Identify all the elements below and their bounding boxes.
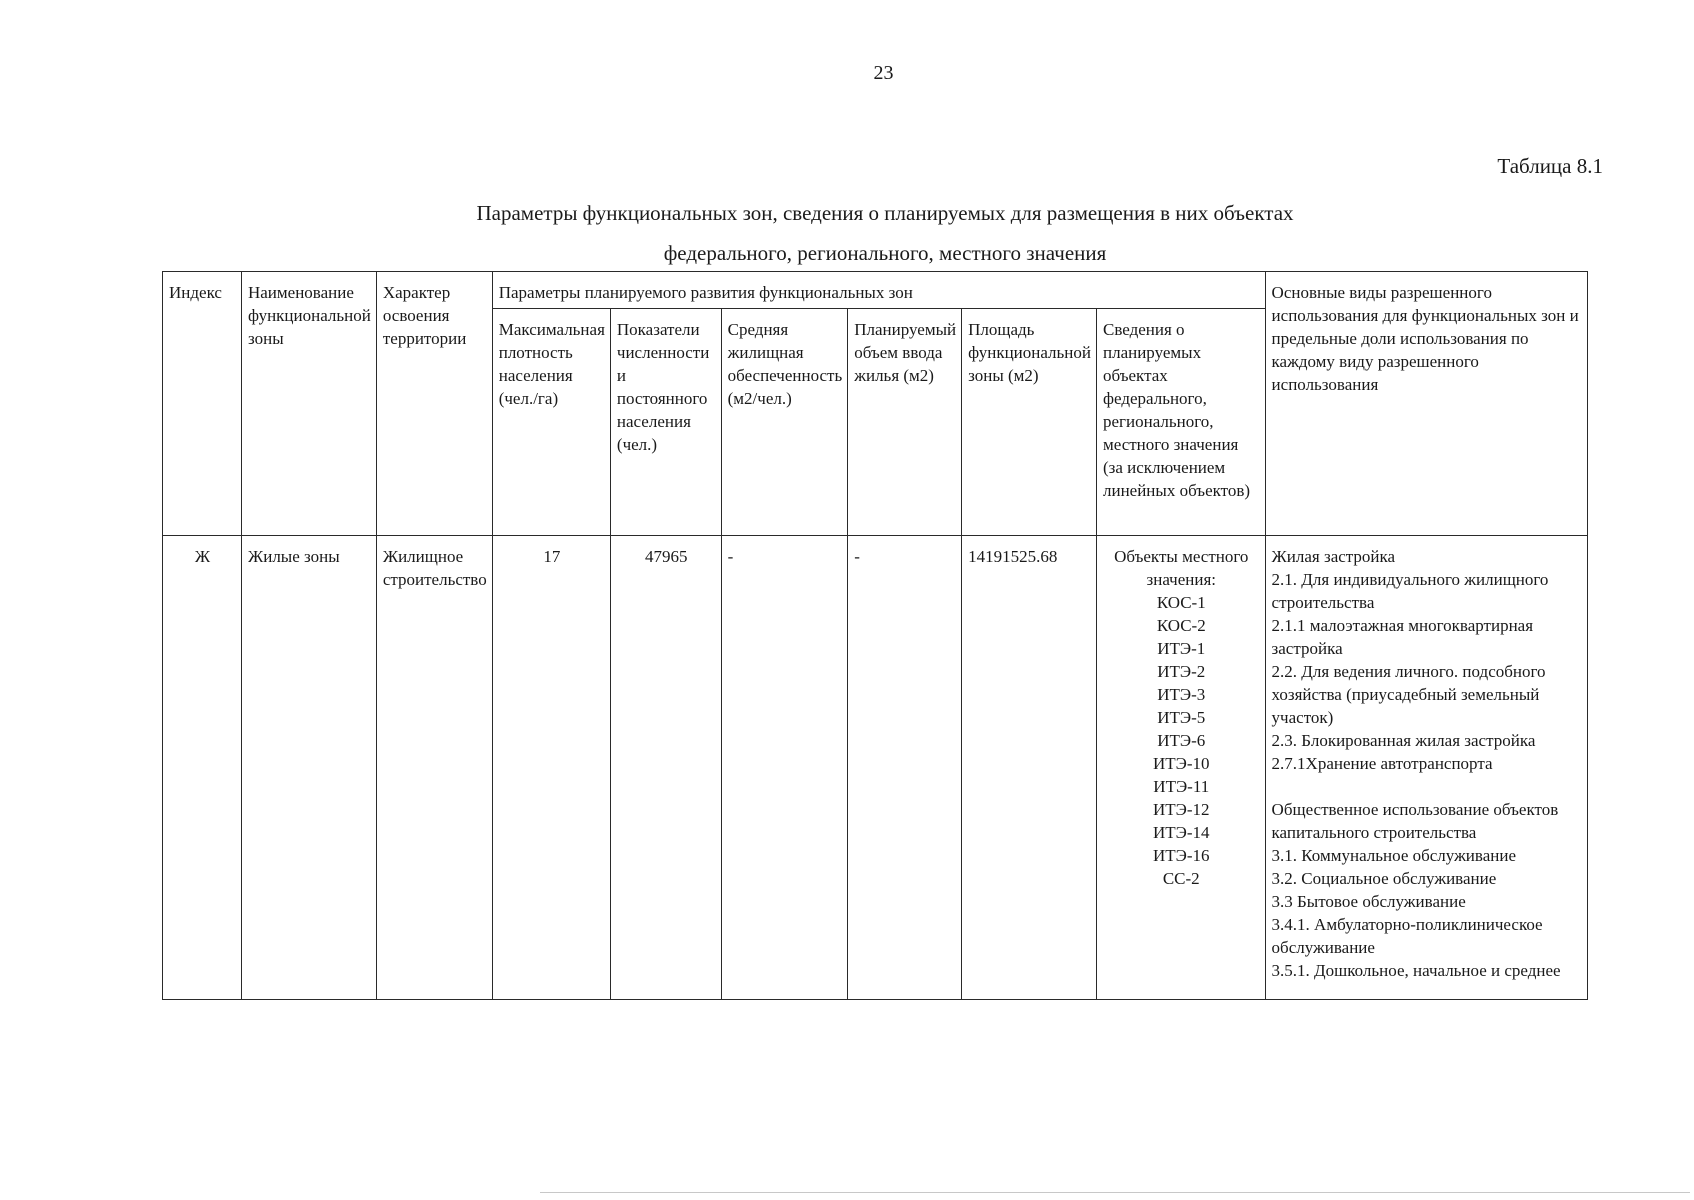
cell-development: Жилищное строительство xyxy=(376,536,492,1000)
usage-item: 2.1. Для индивидуального жилищного строительства xyxy=(1271,570,1549,612)
cell-index: Ж xyxy=(163,536,242,1000)
scan-edge-line xyxy=(540,1192,1690,1193)
usage-spacer xyxy=(1272,775,1582,798)
header-planned-volume: Планируемый объем ввода жилья (м2) xyxy=(848,309,962,536)
header-max-density: Максимальная плотность населения (чел./га) xyxy=(492,309,610,536)
object-item: ИТЭ-12 xyxy=(1152,800,1210,819)
object-item: ИТЭ-5 xyxy=(1157,708,1206,727)
cell-zone-name: Жилые зоны xyxy=(241,536,376,1000)
object-item: ИТЭ-11 xyxy=(1153,777,1210,796)
header-index: Индекс xyxy=(163,272,242,536)
object-item: ИТЭ-14 xyxy=(1152,823,1210,842)
object-item: КОС-1 xyxy=(1156,593,1206,612)
object-item: ИТЭ-6 xyxy=(1157,731,1206,750)
object-item: ИТЭ-3 xyxy=(1157,685,1206,704)
header-row-1 xyxy=(163,272,1588,309)
header-objects: Сведения о планируемых объектах федерального, регионального, местного значения (за исключением линейных объектов) xyxy=(1096,309,1265,536)
objects-title: Объекты местного значения: xyxy=(1114,547,1249,589)
title-line-1: Параметры функциональных зон, сведения о планируемых для размещения в них объектах xyxy=(476,201,1294,225)
document-title xyxy=(160,193,1610,273)
cell-usage xyxy=(1265,536,1587,1000)
header-usage: Основные виды разрешенного использования для функциональных зон и предельные доли использования по каждому виду разрешенного использования xyxy=(1265,272,1587,536)
table-row xyxy=(163,536,1588,1000)
header-zone-name: Наименование функциональной зоны xyxy=(241,272,376,536)
parameters-table xyxy=(162,271,1588,1000)
object-item: ИТЭ-2 xyxy=(1157,662,1206,681)
object-item: СС-2 xyxy=(1162,869,1200,888)
object-item: ИТЭ-10 xyxy=(1152,754,1210,773)
object-item: ИТЭ-16 xyxy=(1152,846,1210,865)
usage-item: 3.2. Социальное обслуживание xyxy=(1271,869,1497,888)
title-line-2: федерального, регионального, местного значения xyxy=(663,241,1107,265)
usage-item: 2.1.1 малоэтажная многоквартирная застройка xyxy=(1271,616,1534,658)
header-area: Площадь функциональной зоны (м2) xyxy=(962,309,1097,536)
object-item: КОС-2 xyxy=(1156,616,1206,635)
cell-population: 47965 xyxy=(610,536,721,1000)
cell-max-density: 17 xyxy=(492,536,610,1000)
usage-item: 3.4.1. Амбулаторно-поликлиническое обслуживание xyxy=(1271,915,1543,957)
usage-item: 3.1. Коммунальное обслуживание xyxy=(1271,846,1516,865)
cell-area: 14191525.68 xyxy=(962,536,1097,1000)
header-housing: Средняя жилищная обеспеченность (м2/чел.) xyxy=(721,309,848,536)
table-label: Таблица 8.1 xyxy=(1497,154,1603,178)
cell-housing: - xyxy=(721,536,848,1000)
header-params-group: Параметры планируемого развития функциональных зон xyxy=(492,272,1265,309)
usage-item: Жилая застройка xyxy=(1271,547,1396,566)
header-population: Показатели численности и постоянного населения (чел.) xyxy=(610,309,721,536)
object-item: ИТЭ-1 xyxy=(1157,639,1206,658)
header-development: Характер освоения территории xyxy=(376,272,492,536)
cell-objects xyxy=(1096,536,1265,1000)
usage-item: 2.2. Для ведения личного. подсобного хозяйства (приусадебный земельный участок) xyxy=(1271,662,1546,727)
cell-planned-volume: - xyxy=(848,536,962,1000)
usage-item: 2.3. Блокированная жилая застройка xyxy=(1271,731,1536,750)
usage-item: 2.7.1Хранение автотранспорта xyxy=(1271,754,1493,773)
usage-item: 3.5.1. Дошкольное, начальное и среднее xyxy=(1271,961,1561,980)
page-number: 23 xyxy=(873,62,894,84)
usage-item: Общественное использование объектов капитального строительства xyxy=(1271,800,1559,842)
usage-item: 3.3 Бытовое обслуживание xyxy=(1271,892,1466,911)
